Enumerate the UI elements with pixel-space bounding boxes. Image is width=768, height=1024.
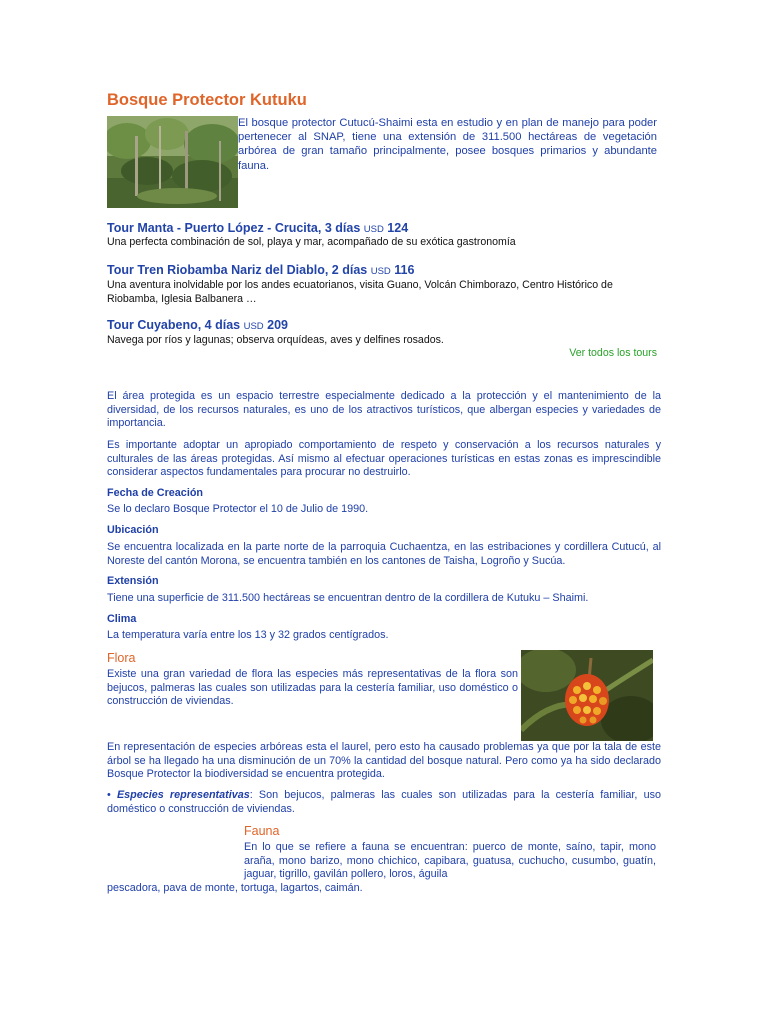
bullet-text: : Son bejucos, palmeras las cuales son utilizadas para la cestería familiar, uso doméstico o construcción de viviendas.: [107, 789, 661, 815]
bullet-marker: •: [107, 789, 111, 801]
bullet-label: Especies representativas: [116, 789, 250, 801]
tour-name[interactable]: Tour Tren Riobamba Nariz del Diablo, 2 días: [107, 263, 368, 277]
tour-description: Una perfecta combinación de sol, playa y mar, acompañado de su exótica gastronomía: [107, 236, 516, 248]
tour-description: Navega por ríos y lagunas; observa orquídeas, aves y delfines rosados.: [107, 334, 444, 346]
all-tours-link[interactable]: Ver todos los tours: [569, 347, 657, 359]
tour-name[interactable]: Tour Cuyabeno, 4 días: [107, 318, 241, 332]
tour-description: Una aventura inolvidable por los andes ecuatorianos, visita Guano, Volcán Chimborazo, Centro Histórico de Riobamba, Iglesia Balbanera …: [107, 279, 613, 305]
section-heading-extension: Extensión: [107, 575, 159, 587]
section-text-ubicacion: Se encuentra localizada en la parte norte de la parroquia Cuchaentza, en las estribaciones y cordillera Cutucú, al Noreste del cantón Morona, se encuentra también en los cantones de Taisha, Logroño y Sucúa.: [107, 541, 661, 567]
forest-photo: [107, 116, 238, 208]
intro-paragraph: El bosque protector Cutucú-Shaimi esta en estudio y en plan de manejo para poder pertenecer al SNAP, tiene una extensión de 311.500 hectáreas de vegetación arbórea de gran tamaño principalmente, posee bosques primarios y abundante fauna.: [238, 117, 657, 172]
tour-currency: USD: [243, 321, 264, 332]
section-text-fecha: Se lo declaro Bosque Protector el 10 de Julio de 1990.: [107, 503, 369, 515]
flower-photo: [521, 650, 653, 741]
paragraph-conservation: Es importante adoptar un apropiado comportamiento de respeto y conservación a los recursos naturales y culturales de las áreas protegidas. Así mismo al efectuar operaciones turísticas en estas zonas es imprescindible considerar aspectos fundamentales para procurar no destruirlo.: [107, 439, 661, 479]
flora-heading: Flora: [107, 651, 136, 665]
page-title: Bosque Protector Kutuku: [107, 91, 307, 109]
tour-title[interactable]: [107, 221, 408, 235]
section-text-clima: La temperatura varía entre los 13 y 32 grados centígrados.: [107, 629, 389, 641]
section-text-extension: Tiene una superficie de 311.500 hectáreas se encuentran dentro de la cordillera de Kutuku – Shaimi.: [107, 592, 589, 604]
tour-title[interactable]: [107, 318, 288, 332]
tour-price: 124: [387, 221, 409, 235]
section-heading-fecha: Fecha de Creación: [107, 487, 204, 499]
section-heading-clima: Clima: [107, 613, 137, 625]
tour-currency: USD: [363, 224, 384, 235]
section-heading-ubicacion: Ubicación: [107, 524, 159, 536]
flora-bullet: [107, 789, 661, 816]
flora-text: Existe una gran variedad de flora las especies más representativas de la flora son bejucos, palmeras las cuales son utilizadas para la cestería familiar, uso doméstico o construcción de viviendas.: [107, 668, 518, 708]
fauna-text-tail: pescadora, pava de monte, tortuga, lagartos, caimán.: [107, 882, 363, 894]
tour-currency: USD: [370, 266, 391, 277]
flora-paragraph: En representación de especies arbóreas esta el laurel, pero esto ha causado problemas ya que por la tala de este árbol se ha llegado ha una disminución de un 70% la cantidad del bosque natural. Pero como ya ha sido declarado Bosque Protector la biodiversidad se encuentra protegida.: [107, 741, 661, 781]
fauna-heading: Fauna: [244, 824, 280, 838]
tour-name[interactable]: Tour Manta - Puerto López - Crucita, 3 días: [107, 221, 361, 235]
tour-price: 116: [394, 263, 415, 277]
tour-title[interactable]: [107, 263, 414, 277]
paragraph-protected-area: El área protegida es un espacio terrestre especialmente dedicado a la protección y el mantenimiento de la diversidad, de los recursos naturales, es uno de los atractivos turísticos, que albergan especies y variedades de importancia.: [107, 390, 661, 430]
tour-price: 209: [267, 318, 289, 332]
fauna-text: En lo que se refiere a fauna se encuentran: puerco de monte, saíno, tapir, mono araña, mono barizo, mono chichico, capibara, guatusa, cuchucho, cusumbo, guatín, jaguar, tigrillo, gavilán pollero, loros, águila: [244, 841, 656, 881]
